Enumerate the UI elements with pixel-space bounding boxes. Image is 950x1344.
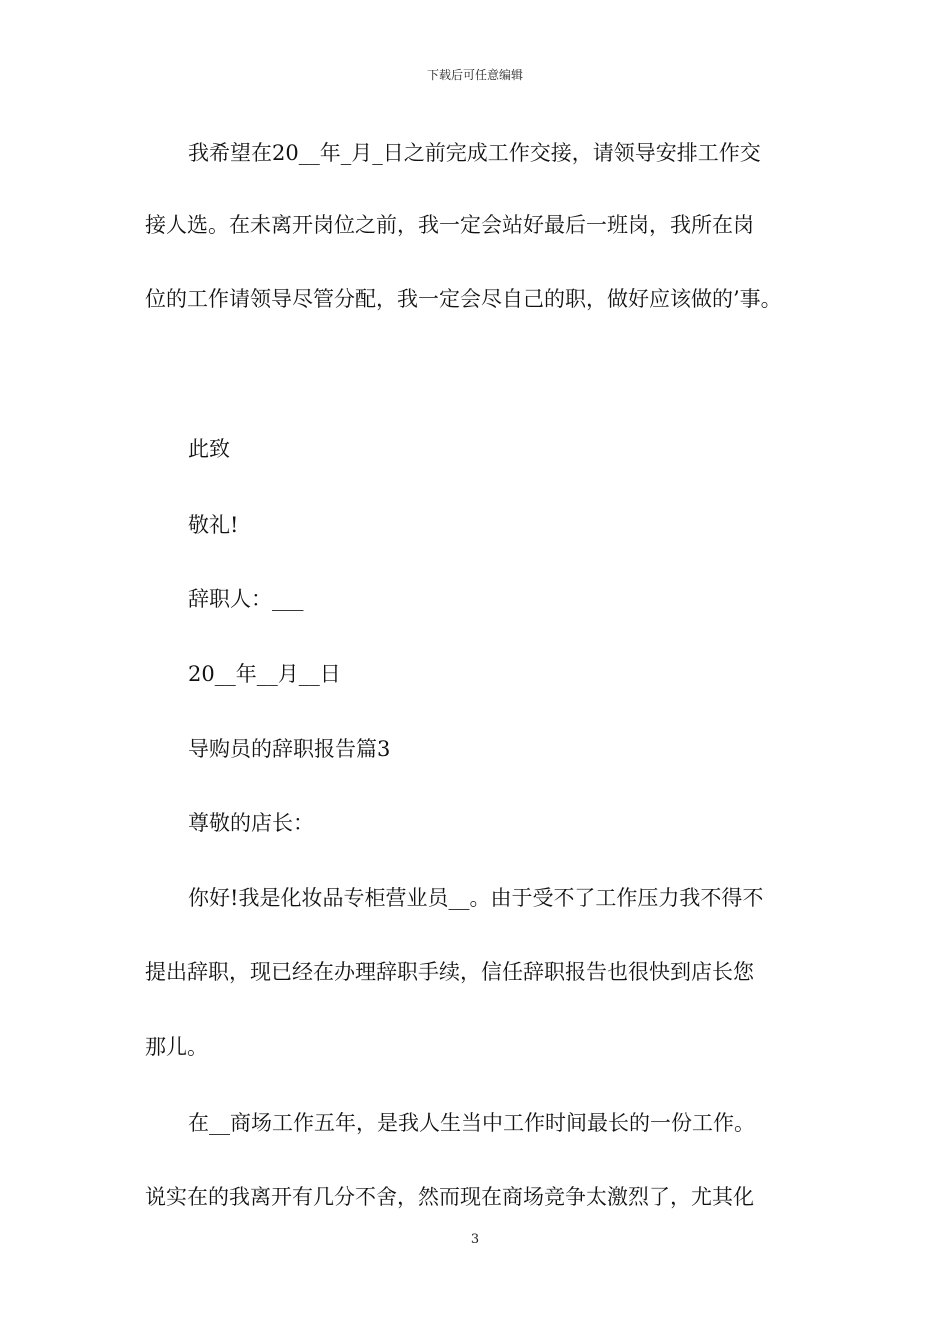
resigner-line: 辞职人：___ — [188, 587, 304, 611]
section-title: 导购员的辞职报告篇3 — [188, 737, 391, 761]
paragraph2-line3: 那儿。 — [145, 1035, 208, 1059]
paragraph2-line1: 你好!我是化妆品专柜营业员__。由于受不了工作压力我不得不 — [188, 886, 764, 910]
page-number: 3 — [470, 1232, 480, 1247]
paragraph1-line1: 我希望在20__年_月_日之前完成工作交接，请领导安排工作交 — [188, 141, 761, 165]
closing-zhizhi: 此致 — [188, 437, 230, 461]
paragraph1-line3: 位的工作请领导尽管分配，我一定会尽自己的职，做好应该做的’事。 — [145, 287, 782, 311]
date-line: 20__年__月__日 — [188, 662, 341, 686]
paragraph3-line1: 在__商场工作五年，是我人生当中工作时间最长的一份工作。 — [188, 1111, 755, 1135]
paragraph2-line2: 提出辞职，现已经在办理辞职手续，信任辞职报告也很快到店长您 — [145, 960, 754, 984]
salutation: 尊敬的店长： — [188, 811, 314, 835]
closing-jingli: 敬礼! — [188, 513, 239, 537]
paragraph3-line2: 说实在的我离开有几分不舍，然而现在商场竞争太激烈了，尤其化 — [145, 1185, 754, 1209]
paragraph1-line2: 接人选。在未离开岗位之前，我一定会站好最后一班岗，我所在岗 — [145, 213, 754, 237]
page-header: 下载后可任意编辑 — [426, 68, 523, 82]
